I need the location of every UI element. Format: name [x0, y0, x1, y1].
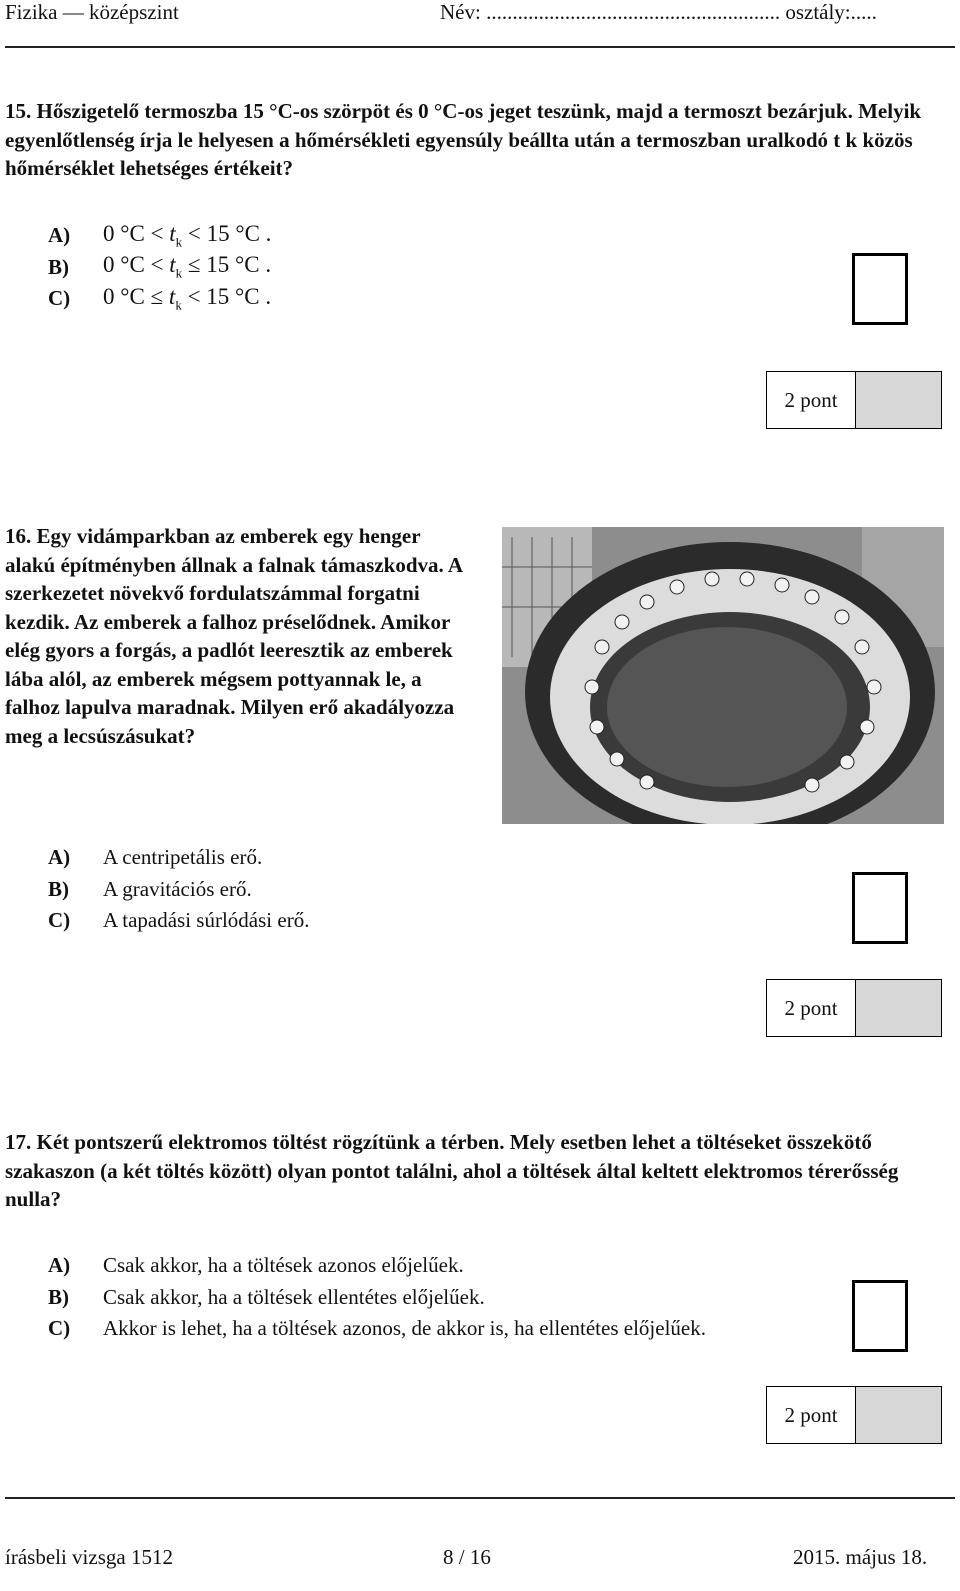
option-b: [48, 1282, 706, 1314]
option-a: [48, 1250, 706, 1282]
option-label: B): [48, 254, 69, 279]
footer-divider: [5, 1497, 955, 1499]
option-label: C): [48, 908, 71, 933]
answer-box-17[interactable]: [852, 1280, 908, 1352]
option-a: [48, 842, 309, 874]
option-label: A): [48, 845, 71, 870]
option-text: Csak akkor, ha a töltések azonos előjelűek.: [103, 1253, 464, 1278]
option-b: [48, 252, 271, 284]
option-c: [48, 905, 309, 937]
points-field[interactable]: [856, 980, 941, 1036]
option-text: Akkor is lehet, ha a töltések azonos, de akkor is, ha ellentétes előjelűek.: [103, 1316, 706, 1341]
option-label: C): [48, 1316, 71, 1341]
page-header: [0, 0, 960, 40]
points-field[interactable]: [856, 372, 941, 428]
option-label: B): [48, 1284, 69, 1309]
option-text: A tapadási súrlódási erő.: [103, 908, 310, 933]
option-text: A centripetális erő.: [103, 845, 263, 870]
answer-box-15[interactable]: [852, 253, 908, 325]
option-c: [48, 1313, 706, 1345]
rotor-ride-photo: [502, 527, 944, 824]
option-label: A): [48, 223, 71, 248]
answer-box-16[interactable]: [852, 872, 908, 944]
question-15-text: 15. Hőszigetelő termoszba 15 °C-os szörpöt és 0 °C-os jeget teszünk, majd a termoszt bezárjuk. Melyik egyenlőtlenség írja le helyesen a hőmérsékleti egyensúly beállta után a termoszban uralkodó t k közös hőmérséklet lehetséges értékeit?: [5, 99, 922, 180]
option-text: Csak akkor, ha a töltések ellentétes előjelűek.: [103, 1284, 485, 1309]
exam-date: 2015. május 18.: [793, 1545, 928, 1569]
option-text: A gravitációs erő.: [103, 876, 252, 901]
option-c: [48, 283, 271, 315]
option-label: C): [48, 286, 71, 311]
score-box-15: [766, 371, 942, 429]
option-label: A): [48, 1253, 71, 1278]
name-field: Név: ........................................................ osztály:.....: [440, 0, 877, 24]
question-16-text: 16. Egy vidámparkban az emberek egy henger alakú építményben állnak a falnak támaszkodva. A szerkezetet növekvő fordulatszámmal forgatni kezdik. Az emberek a falhoz préselődnek. Amikor elég gyors a forgás, a padlót leeresztik az emberek lába alól, az emberek mégsem pottyannak le, a falhoz lapulva maradnak. Milyen erő akadályozza meg a lecsúszásukat?: [5, 524, 462, 748]
option-b: [48, 874, 309, 906]
score-box-16: [766, 979, 942, 1037]
question-17-text: 17. Két pontszerű elektromos töltést rögzítünk a térben. Mely esetben lehet a töltéseket összekötő szakaszon (a két töltés között) olyan pontot találni, ahol a töltések által keltett elektromos térerősség nulla?: [5, 1130, 899, 1211]
score-box-17: [766, 1386, 942, 1444]
points-label: 2 pont: [767, 1387, 856, 1443]
points-label: 2 pont: [767, 372, 856, 428]
option-a: [48, 220, 271, 252]
option-label: B): [48, 876, 69, 901]
inequality: 0 $^\circ C \le t_k < 15$ °C .: [103, 283, 272, 313]
points-label: 2 pont: [767, 980, 856, 1036]
inequality: 0 $^\circ C < t_k < 15$ °C .: [103, 220, 272, 250]
header-divider: [5, 46, 955, 48]
question-15-options: [48, 220, 271, 315]
rotor-ride-image: [502, 527, 944, 824]
question-16-options: [48, 842, 309, 937]
exam-code: írásbeli vizsga 1512: [5, 1545, 173, 1569]
page-number: 8 / 16: [443, 1545, 491, 1569]
question-17-options: [48, 1250, 706, 1345]
points-field[interactable]: [856, 1387, 941, 1443]
subject-label: Fizika — középszint: [5, 0, 179, 24]
inequality: 0 $^\circ C < t_k \le 15$ °C .: [103, 252, 272, 282]
